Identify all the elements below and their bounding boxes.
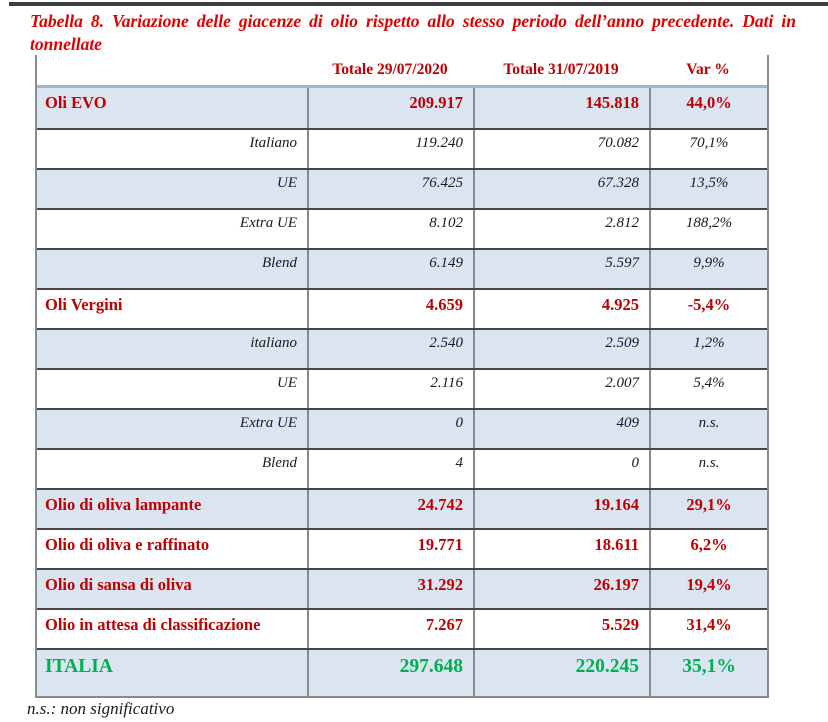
row-label: italiano — [250, 335, 297, 351]
table-row — [37, 368, 767, 408]
table-title-line2: tonnellate — [30, 34, 102, 55]
value-var-pct: 188,2% — [649, 210, 767, 248]
value-2020: 76.425 — [307, 170, 473, 208]
value-var-pct: 5,4% — [649, 370, 767, 408]
value-2019: 70.082 — [473, 130, 649, 168]
table-row — [37, 248, 767, 288]
table-header-row — [37, 55, 767, 88]
page-top-rule — [9, 2, 828, 6]
value-2020: 119.240 — [307, 130, 473, 168]
value-2019: 67.328 — [473, 170, 649, 208]
table-row — [37, 408, 767, 448]
table-row — [37, 128, 767, 168]
header-empty — [37, 55, 307, 85]
row-label: UE — [277, 175, 297, 191]
value-var-pct: 31,4% — [649, 610, 767, 648]
row-label: Extra UE — [239, 215, 297, 231]
table-row — [37, 288, 767, 328]
table-title — [30, 10, 796, 56]
value-2019: 0 — [473, 450, 649, 488]
row-label: Olio di oliva lampante — [45, 495, 202, 514]
value-2019: 2.812 — [473, 210, 649, 248]
row-label: Oli EVO — [45, 93, 107, 112]
table-row — [37, 568, 767, 608]
value-2019: 409 — [473, 410, 649, 448]
value-2020: 2.116 — [307, 370, 473, 408]
header-totale-2020: Totale 29/07/2020 — [332, 61, 448, 78]
value-2019: 5.529 — [473, 610, 649, 648]
row-label: Italiano — [249, 135, 297, 151]
value-2019: 2.007 — [473, 370, 649, 408]
value-var-pct: 1,2% — [649, 330, 767, 368]
value-2019: 5.597 — [473, 250, 649, 288]
value-2020: 4 — [307, 450, 473, 488]
value-2019: 4.925 — [473, 290, 649, 328]
value-2020: 297.648 — [307, 650, 473, 696]
value-var-pct: n.s. — [649, 450, 767, 488]
row-label: ITALIA — [45, 656, 113, 677]
value-var-pct: n.s. — [649, 410, 767, 448]
value-var-pct: 13,5% — [649, 170, 767, 208]
table-row — [37, 528, 767, 568]
value-2020: 6.149 — [307, 250, 473, 288]
row-label: Extra UE — [239, 415, 297, 431]
table-row — [37, 328, 767, 368]
table-row — [37, 448, 767, 488]
header-var-pct: Var % — [686, 61, 730, 78]
value-var-pct: 29,1% — [649, 490, 767, 528]
table-row — [37, 88, 767, 128]
value-var-pct: 44,0% — [649, 88, 767, 128]
value-2020: 7.267 — [307, 610, 473, 648]
value-var-pct: -5,4% — [649, 290, 767, 328]
table-row — [37, 168, 767, 208]
header-totale-2019: Totale 31/07/2019 — [503, 61, 619, 78]
value-var-pct: 9,9% — [649, 250, 767, 288]
value-2020: 4.659 — [307, 290, 473, 328]
value-2019: 220.245 — [473, 650, 649, 696]
table-row — [37, 648, 767, 696]
row-label: Olio di oliva e raffinato — [45, 535, 210, 554]
value-var-pct: 19,4% — [649, 570, 767, 608]
row-label: Blend — [262, 455, 297, 471]
value-2019: 18.611 — [473, 530, 649, 568]
value-2020: 209.917 — [307, 88, 473, 128]
row-label: Oli Vergini — [45, 295, 123, 314]
table-body — [37, 88, 767, 696]
value-2019: 19.164 — [473, 490, 649, 528]
value-2019: 145.818 — [473, 88, 649, 128]
value-2020: 31.292 — [307, 570, 473, 608]
row-label: UE — [277, 375, 297, 391]
value-2020: 24.742 — [307, 490, 473, 528]
footnote: n.s.: non significativo — [27, 699, 175, 718]
value-2020: 2.540 — [307, 330, 473, 368]
table-row — [37, 488, 767, 528]
value-var-pct: 35,1% — [649, 650, 767, 696]
value-var-pct: 70,1% — [649, 130, 767, 168]
value-var-pct: 6,2% — [649, 530, 767, 568]
value-2020: 8.102 — [307, 210, 473, 248]
value-2020: 0 — [307, 410, 473, 448]
value-2019: 2.509 — [473, 330, 649, 368]
row-label: Olio di sansa di oliva — [45, 575, 192, 594]
row-label: Blend — [262, 255, 297, 271]
value-2019: 26.197 — [473, 570, 649, 608]
giacenze-table — [35, 55, 769, 698]
table-row — [37, 608, 767, 648]
table-row — [37, 208, 767, 248]
row-label: Olio in attesa di classificazione — [45, 615, 261, 634]
table-title-line1: Tabella 8. Variazione delle giacenze di olio rispetto allo stesso periodo dell’anno precedente. Dati in — [30, 11, 796, 31]
value-2020: 19.771 — [307, 530, 473, 568]
